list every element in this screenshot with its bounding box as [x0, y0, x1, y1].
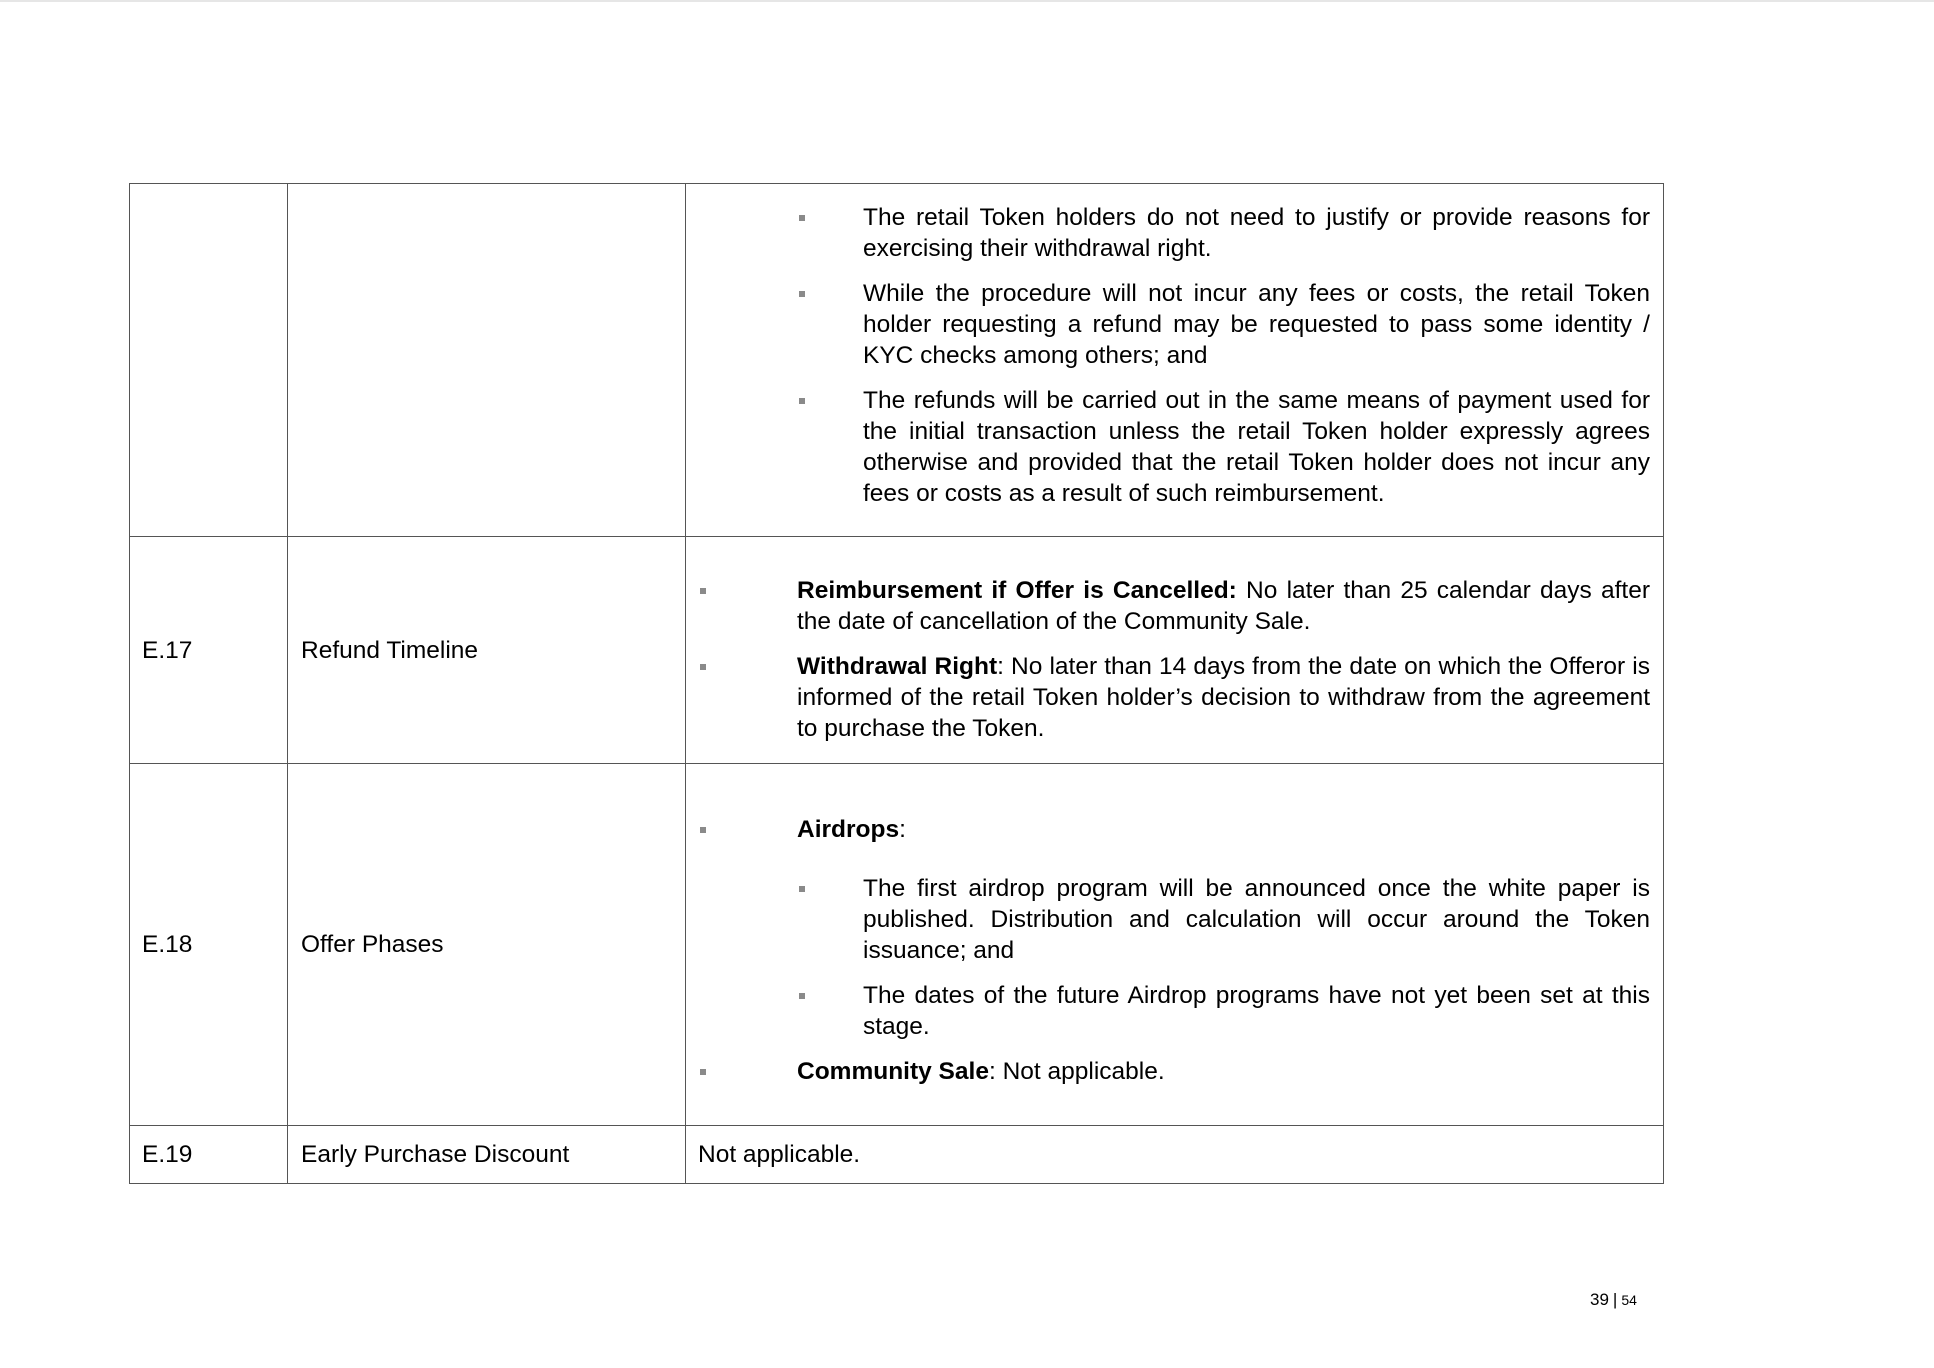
item-heading: Reimbursement if Offer is Cancelled:: [797, 576, 1237, 604]
item-heading: Airdrops: [797, 816, 900, 843]
top-edge-rule: [0, 0, 1934, 2]
row-id-cell: [130, 184, 288, 537]
community-sale-list: [698, 1056, 1650, 1087]
row-content-cell: [686, 537, 1664, 764]
row-content-cell: [686, 764, 1664, 1126]
row-id-cell: E.17: [130, 537, 288, 764]
row-id-cell: E.18: [130, 764, 288, 1126]
row-label-cell: Offer Phases: [288, 764, 686, 1126]
row-label-cell: Early Purchase Discount: [288, 1126, 686, 1184]
page-separator: |: [1612, 1290, 1618, 1309]
item-text: No later than 25 calendar days after the date of cancellation of the Community Sale.: [797, 576, 1650, 635]
item-text: : Not applicable.: [988, 1058, 1165, 1085]
list-item: [698, 575, 1650, 637]
list-item: The retail Token holders do not need to justify or provide reasons for exercising their withdrawal right.: [698, 202, 1650, 264]
table-row-e19: [130, 1126, 1664, 1184]
list-item: [698, 651, 1650, 744]
list-item: The refunds will be carried out in the same means of payment used for the initial transaction unless the retail Token holder expressly agrees otherwise and provided that the retail Token holder does not incur any fees or costs as a result of such reimbursement.: [698, 385, 1650, 509]
item-heading: Community Sale: [797, 1058, 989, 1085]
airdrops-sublist: [698, 873, 1650, 1042]
refund-timeline-list: [698, 575, 1650, 744]
row-content-cell: Not applicable.: [686, 1126, 1664, 1184]
list-item: While the procedure will not incur any fees or costs, the retail Token holder requesting a refund may be requested to pass some identity / KYC checks among others; and: [698, 278, 1650, 371]
table-row-e18: [130, 764, 1664, 1126]
row-label-cell: Refund Timeline: [288, 537, 686, 764]
item-text: :: [899, 816, 906, 843]
withdrawal-details-list: [698, 202, 1650, 509]
list-item: [698, 814, 1650, 845]
row-content-cell: [686, 184, 1664, 537]
table-row-continued: [130, 184, 1664, 537]
row-id-cell: E.19: [130, 1126, 288, 1184]
row-label-cell: [288, 184, 686, 537]
current-page: 39: [1590, 1290, 1609, 1309]
list-item: [698, 1056, 1650, 1087]
table-row-e17: [130, 537, 1664, 764]
page-number: [1590, 1290, 1637, 1310]
item-text: : No later than 14 days from the date on which the Offeror is informed of the retail Token holder’s decision to withdraw from the agreement to purchase the Token.: [797, 652, 1650, 742]
total-pages: 54: [1621, 1292, 1637, 1308]
item-heading: Withdrawal Right: [797, 652, 998, 680]
airdrops-list: [698, 814, 1650, 845]
info-table: [129, 183, 1664, 1184]
list-item: The dates of the future Airdrop programs have not yet been set at this stage.: [698, 980, 1650, 1042]
list-item: The first airdrop program will be announced once the white paper is published. Distribution and calculation will occur around the Token issuance; and: [698, 873, 1650, 966]
